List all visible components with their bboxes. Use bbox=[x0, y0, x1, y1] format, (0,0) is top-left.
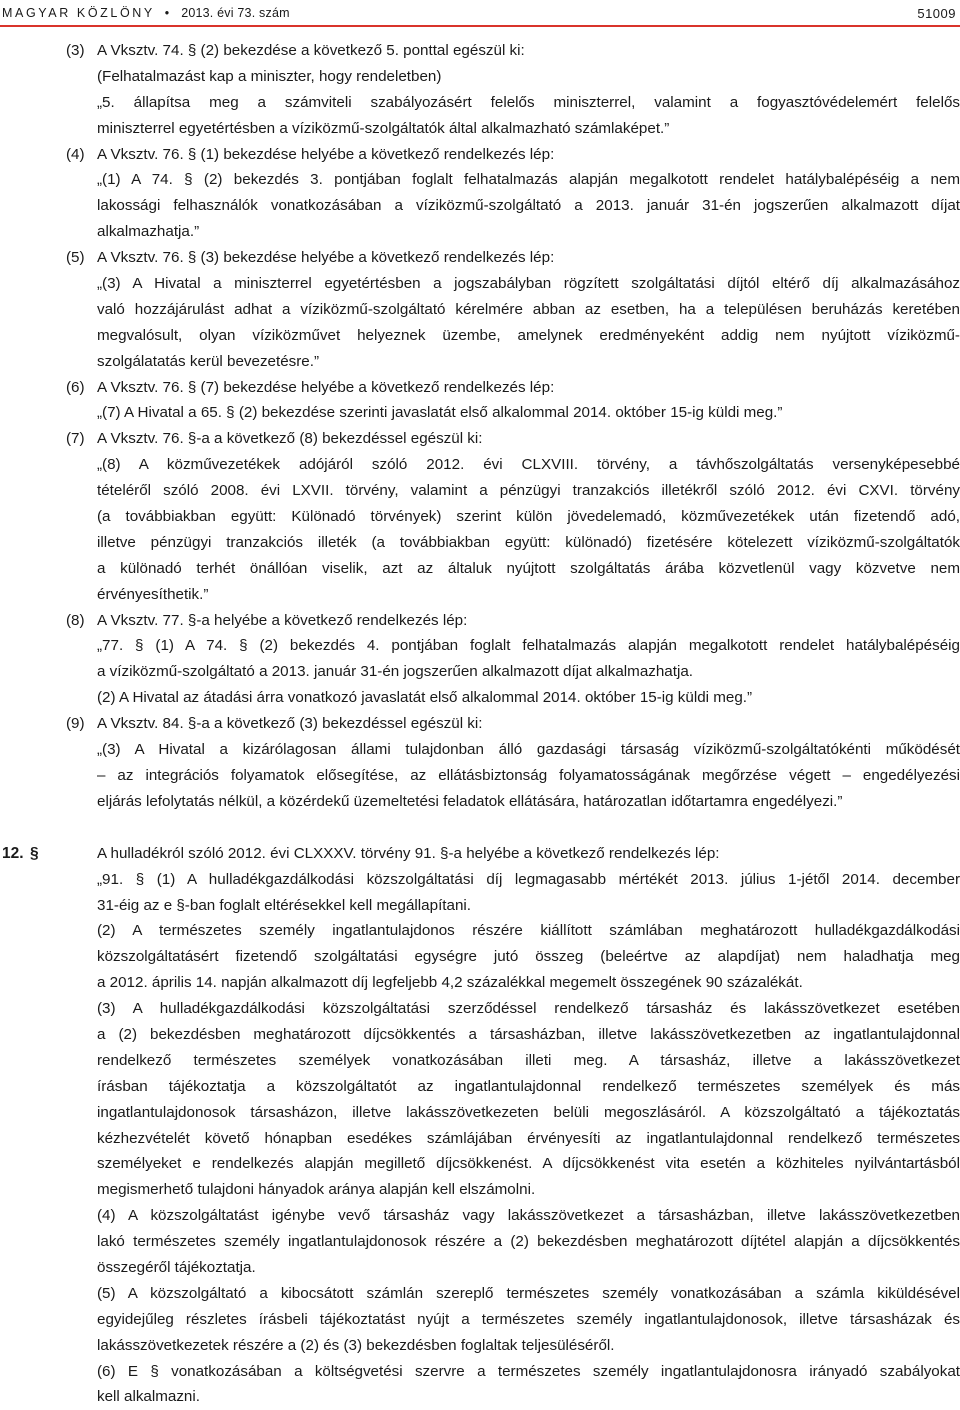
amendment-intro: A Vksztv. 76. § (1) bekezdése helyébe a következő rendelkezés lép: bbox=[97, 145, 555, 163]
paragraph-line: a víziközmű-szolgáltató a 2013. január 31-én jogszerűen alkalmazott díjat alkalmazhatja. bbox=[97, 663, 694, 681]
running-head bbox=[2, 6, 290, 20]
paragraph-line: – az integrációs folyamatok elősegítése, az ellátásbiztonság folyamatosságának megőrzése végett – engedélyezési bbox=[97, 766, 960, 784]
subsection-marker: (3) bbox=[66, 42, 85, 59]
header-rule bbox=[0, 25, 960, 27]
subsection-marker: (6) bbox=[66, 378, 85, 396]
paragraph-line: „(7) A Hivatal a 65. § (2) bekezdése szerinti javaslatát első alkalommal 2014. október 15-ig küldi meg.” bbox=[97, 404, 783, 422]
paragraph-line: „(8) A közművezetékek adójáról szóló 2012. évi CLXVIII. törvény, a távhőszolgáltatás versenyképesebbé bbox=[97, 456, 960, 474]
paragraph-line: (2) A Hivatal az átadási árra vonatkozó javaslatát első alkalommal 2014. október 15-ig küldi meg.” bbox=[97, 689, 753, 707]
paragraph-line: lakossági felhasználók vonatkozásában a víziközmű-szolgáltató a 2013. január 31-én jogszerűen alkalmazott díjat bbox=[97, 197, 960, 215]
paragraph-line: megvalósult, olyan víziközművet helyeznek üzembe, amelynek eredményeként addig nem nyújtott víziközmű- bbox=[97, 326, 960, 344]
paragraph-line: „77. § (1) A 74. § (2) bekezdés 4. pontjában foglalt felhatalmazás alapján megalkotott rendelet hatálybalépéséig bbox=[97, 637, 960, 655]
paragraph-line: ingatlantulajdonosok társasházon, illetve lakásszövetkezeten belüli megoszlásáról. A közszolgáltató a tájékoztatás bbox=[97, 1103, 960, 1121]
page-header bbox=[0, 0, 960, 26]
paragraph-line: (3) A hulladékgazdálkodási közszolgáltatási szerződéssel rendelkező társasház és lakásszövetkezet esetében bbox=[97, 1000, 960, 1018]
paragraph-line: kézhezvételét követő hónapban esedékes számlájában érvényesíti az ingatlantulajdonnal rendelkező természetes bbox=[97, 1129, 960, 1147]
paragraph-line: tételéről szóló 2008. évi LXVII. törvény, valamint a pénzügyi tranzakciós illetékről szóló 2012. évi CXVI. törvény bbox=[97, 482, 960, 500]
paragraph-line: „91. § (1) A hulladékgazdálkodási közszolgáltatási díj legmagasabb mértékét 2013. július 1-jétől 2014. december bbox=[97, 870, 960, 888]
page-number: 51009 bbox=[917, 5, 956, 21]
paragraph-line bbox=[0, 142, 960, 168]
paragraph-line: kell alkalmazni. bbox=[97, 1388, 200, 1406]
paragraph-line bbox=[0, 375, 960, 401]
paragraph-line: 31-éig az e §-ban foglalt eltérésekkel kell megállapítani. bbox=[97, 896, 471, 914]
amendment-intro: A Vksztv. 76. § (7) bekezdése helyébe a következő rendelkezés lép: bbox=[97, 378, 555, 396]
paragraph-line: „(3) A Hivatal a miniszterrel egyetértésben a jogszabályban rögzített szolgáltatási díjtól eltérő díj alkalmazásához bbox=[97, 275, 960, 293]
paragraph-line: egyidejűleg részletes írásbeli tájékoztatást nyújt a természetes személy ingatlantulajdonosok, illetve társasházak és bbox=[97, 1310, 960, 1328]
paragraph-line bbox=[0, 426, 960, 452]
paragraph-line: személyeket e rendelkezés alapján megillető díjcsökkenést. A díjcsökkenést vita esetén a közhiteles nyilvántartásból bbox=[97, 1155, 960, 1173]
paragraph-line: „5. állapítsa meg a számviteli szabályozásért felelős miniszterrel, valamint a fogyasztóvédelemért felelős bbox=[97, 93, 960, 111]
section-number: 12. bbox=[2, 844, 24, 862]
paragraph-line: érvényesíthetik.” bbox=[97, 585, 209, 603]
header-bullet: • bbox=[164, 6, 170, 20]
paragraph-line: (4) A közszolgáltatást igénybe vevő társasház vagy lakásszövetkezet a társasházban, illetve lakásszövetkezetben bbox=[97, 1207, 960, 1225]
paragraph-line bbox=[0, 245, 960, 271]
paragraph-line: (6) E § vonatkozásában a költségvetési szervre a természetes személy ingatlantulajdonosra irányadó szabályokat bbox=[97, 1362, 960, 1380]
paragraph-line: írásban tájékoztatja a közszolgáltatót az ingatlantulajdonnal rendelkező természetes személyek és más bbox=[97, 1077, 960, 1095]
paragraph-line: (2) A természetes személy ingatlantulajdonos részére kiállított számlában meghatározott hulladékgazdálkodási bbox=[97, 922, 960, 940]
paragraph-line: „(3) A Hivatal a kizárólagosan állami tulajdonban álló gazdasági társaság víziközmű-szolgáltatókénti működését bbox=[97, 741, 960, 759]
paragraph-line: (5) A közszolgáltató a kibocsátott számlán szereplő természetes személy vonatkozásában a számla kiküldésével bbox=[97, 1284, 960, 1302]
paragraph-line: való hozzájárulást adhat a víziközmű-szolgáltató kérelmére abban az esetben, ha a településen beruházás keretében bbox=[97, 300, 960, 318]
paragraph-line: „(1) A 74. § (2) bekezdés 3. pontjában foglalt felhatalmazás alapján megalkotott rendelet hatálybalépéséig a nem bbox=[97, 171, 960, 189]
paragraph-line: lakásszövetkezetek részére a (2) és (3) bekezdésben foglaltak teljesüléséről. bbox=[97, 1336, 615, 1354]
paragraph-line: összegéről tájékoztatja. bbox=[97, 1258, 256, 1276]
subsection-marker: (8) bbox=[66, 611, 85, 629]
amendment-intro: A Vksztv. 77. §-a helyébe a következő rendelkezés lép: bbox=[97, 611, 468, 629]
section-spacer bbox=[0, 815, 960, 841]
amendment-intro: A Vksztv. 76. §-a a következő (8) bekezdéssel egészül ki: bbox=[97, 430, 483, 448]
section-12-heading bbox=[0, 841, 960, 867]
paragraph-line: a 2012. április 14. napján alkalmazott díj legfeljebb 4,2 százalékkal megemelt összegének 90 százalékát. bbox=[97, 974, 803, 992]
paragraph-line: rendelkező természetes személyek vonatkozásában illeti meg. A társasház, illetve a lakásszövetkezet bbox=[97, 1051, 960, 1069]
document-body bbox=[0, 38, 960, 1410]
subsection-marker: (5) bbox=[66, 249, 85, 267]
paragraph-line: szolgálatatás kerül bevezetésre.” bbox=[97, 352, 320, 370]
paragraph-line: (Felhatalmazást kap a miniszter, hogy rendeletben) bbox=[97, 67, 442, 85]
paragraph-line bbox=[0, 608, 960, 634]
section-intro: A hulladékról szóló 2012. évi CLXXXV. törvény 91. §-a helyébe a következő rendelkezés lép: bbox=[97, 844, 720, 862]
paragraph-line: megismerhető tulajdoni hányadok aránya alapján kell elszámolni. bbox=[97, 1181, 536, 1199]
paragraph-line: illetve pénzügyi tranzakciós illeték (a továbbiakban együtt: különadó) fizetésére kötelezett víziközmű-szolgáltatók bbox=[97, 533, 960, 551]
section-sign: § bbox=[30, 844, 39, 862]
paragraph-line bbox=[0, 711, 960, 737]
paragraph-line: alkalmazhatja.” bbox=[97, 223, 200, 241]
paragraph-line: lakó természetes személy ingatlantulajdonosok részére a (2) bekezdésben meghatározott díjtétel alapján a díjcsökkentés bbox=[97, 1233, 960, 1251]
paragraph-line: közszolgáltatásért fizetendő szolgáltatási egységre jutó összeg (beleértve az alapdíjat) nem haladhatja meg bbox=[97, 948, 960, 966]
paragraph-line: miniszterrel egyetértésben a víziközmű-szolgáltatók által alkalmazható számlaképet.” bbox=[97, 119, 670, 137]
amendment-intro: A Vksztv. 84. §-a a következő (3) bekezdéssel egészül ki: bbox=[97, 715, 483, 733]
paragraph-line bbox=[0, 38, 960, 64]
amendment-intro: A Vksztv. 76. § (3) bekezdése helyébe a következő rendelkezés lép: bbox=[97, 249, 555, 267]
amendment-intro: A Vksztv. 74. § (2) bekezdése a következő 5. ponttal egészül ki: bbox=[97, 42, 525, 59]
journal-title: MAGYAR KÖZLÖNY bbox=[2, 6, 155, 20]
subsection-marker: (9) bbox=[66, 715, 85, 733]
paragraph-line: eljárás lefolytatás nélkül, a közérdekű üzemeltetési feladatok ellátására, határozatlan időtartamra engedélyezi.” bbox=[97, 792, 843, 810]
issue-date: 2013. évi 73. szám bbox=[181, 6, 290, 20]
subsection-marker: (4) bbox=[66, 145, 85, 163]
paragraph-line: a különadó terhét önállóan viselik, azt az általuk nyújtott szolgáltatás árába közvetlenül vagy közvetve nem bbox=[97, 559, 960, 577]
paragraph-line: a (2) bekezdésben meghatározott díjcsökkentés a társasházban, illetve lakásszövetkezetben az ingatlantulajdonnal bbox=[97, 1025, 960, 1043]
paragraph-line: (a továbbiakban együtt: Különadó törvények) szerint külön jövedelemadó, közművezetékek után fizetendő adó, bbox=[97, 508, 960, 526]
subsection-marker: (7) bbox=[66, 430, 85, 448]
